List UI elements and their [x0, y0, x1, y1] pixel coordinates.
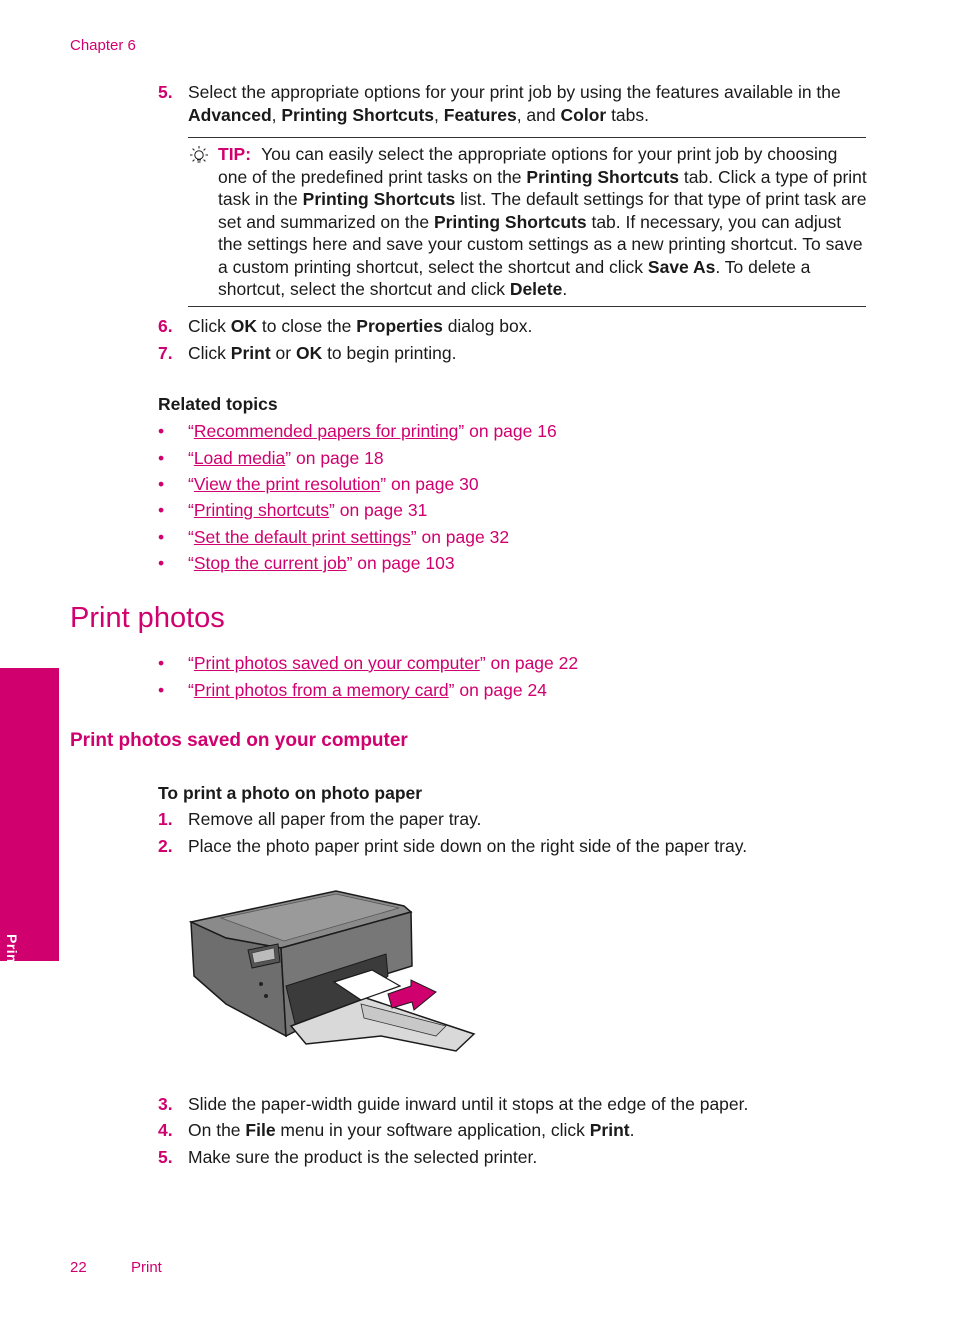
- related-item: • “Set the default print settings” on page 32: [158, 527, 510, 547]
- step-item: [158, 1093, 868, 1116]
- related-item: • “Load media” on page 18: [158, 448, 384, 468]
- tip-text: [218, 143, 868, 301]
- step-item: [158, 342, 868, 365]
- step-item: [158, 315, 868, 338]
- section-title: Print photos: [70, 602, 225, 634]
- subsection-title: Print photos saved on your computer: [70, 730, 408, 751]
- step-number: 3.: [158, 1094, 173, 1114]
- related-item: • “Printing shortcuts” on page 31: [158, 500, 428, 520]
- printer-illustration: [186, 886, 478, 1058]
- step-item: [158, 1119, 868, 1142]
- step-number: 5.: [158, 82, 173, 102]
- section-item: • “Print photos from a memory card” on page 24: [158, 680, 547, 700]
- step-number: 4.: [158, 1120, 173, 1140]
- related-link[interactable]: Load media: [193, 448, 286, 468]
- related-item: • “Stop the current job” on page 103: [158, 553, 455, 573]
- related-item: • “Recommended papers for printing” on page 16: [158, 421, 557, 441]
- step-item: [158, 808, 868, 831]
- step-text: Remove all paper from the paper tray.: [188, 809, 482, 829]
- side-tab-label: Print: [4, 934, 20, 969]
- step-number: 5.: [158, 1147, 173, 1167]
- step-number: 7.: [158, 343, 173, 363]
- related-link[interactable]: Stop the current job: [193, 553, 347, 573]
- step-item: [158, 835, 868, 858]
- section-item: • “Print photos saved on your computer” on page 22: [158, 653, 579, 673]
- related-link[interactable]: Set the default print settings: [193, 527, 411, 547]
- related-item: • “View the print resolution” on page 30: [158, 474, 479, 494]
- step-number: 6.: [158, 316, 173, 336]
- tip-body: You can easily select the appropriate options for your print job by choosing one of the predefined print tasks on the Printing Shortcuts tab. Click a type of print task in the Printing Shortcuts list. The default settings for that type of print task are set and summarized on the Printing Shortcuts tab. If necessary, you can adjust the settings here and save your custom settings as a new printing shortcut. To save a custom printing shortcut, select the shortcut and click Save As. To delete a shortcut, select the shortcut and click Delete.: [218, 144, 867, 299]
- step-text: Slide the paper-width guide inward until it stops at the edge of the paper.: [188, 1094, 749, 1114]
- tip-top-rule: [188, 137, 866, 138]
- step-text: Click Print or OK to begin printing.: [188, 343, 457, 363]
- tip-bottom-rule: [188, 306, 866, 307]
- step-number: 1.: [158, 809, 173, 829]
- tip-label: TIP:: [218, 144, 252, 164]
- related-topics-title: Related topics: [158, 394, 278, 414]
- tip-box: [188, 143, 868, 301]
- section-link[interactable]: Print photos from a memory card: [193, 680, 449, 700]
- step-text: Click OK to close the Properties dialog box.: [188, 316, 533, 336]
- page-number: 22: [70, 1259, 87, 1276]
- step-item: [158, 81, 868, 126]
- step-number: 2.: [158, 836, 173, 856]
- section-link[interactable]: Print photos saved on your computer: [193, 653, 480, 673]
- step-text: Make sure the product is the selected printer.: [188, 1147, 538, 1167]
- lightbulb-icon: [188, 145, 210, 167]
- chapter-header: Chapter 6: [70, 37, 136, 54]
- footer-section: Print: [131, 1259, 162, 1276]
- step-text: Select the appropriate options for your print job by using the features available in the Advanced, Printing Shortcuts, Features, and Color tabs.: [188, 82, 841, 125]
- step-item: [158, 1146, 868, 1169]
- step-text: Place the photo paper print side down on the right side of the paper tray.: [188, 836, 748, 856]
- related-link[interactable]: Printing shortcuts: [193, 500, 330, 520]
- side-tab: [0, 668, 59, 961]
- related-link[interactable]: Recommended papers for printing: [193, 421, 459, 441]
- step-text: On the File menu in your software application, click Print.: [188, 1120, 635, 1140]
- procedure-title: To print a photo on photo paper: [158, 783, 423, 803]
- related-link[interactable]: View the print resolution: [193, 474, 381, 494]
